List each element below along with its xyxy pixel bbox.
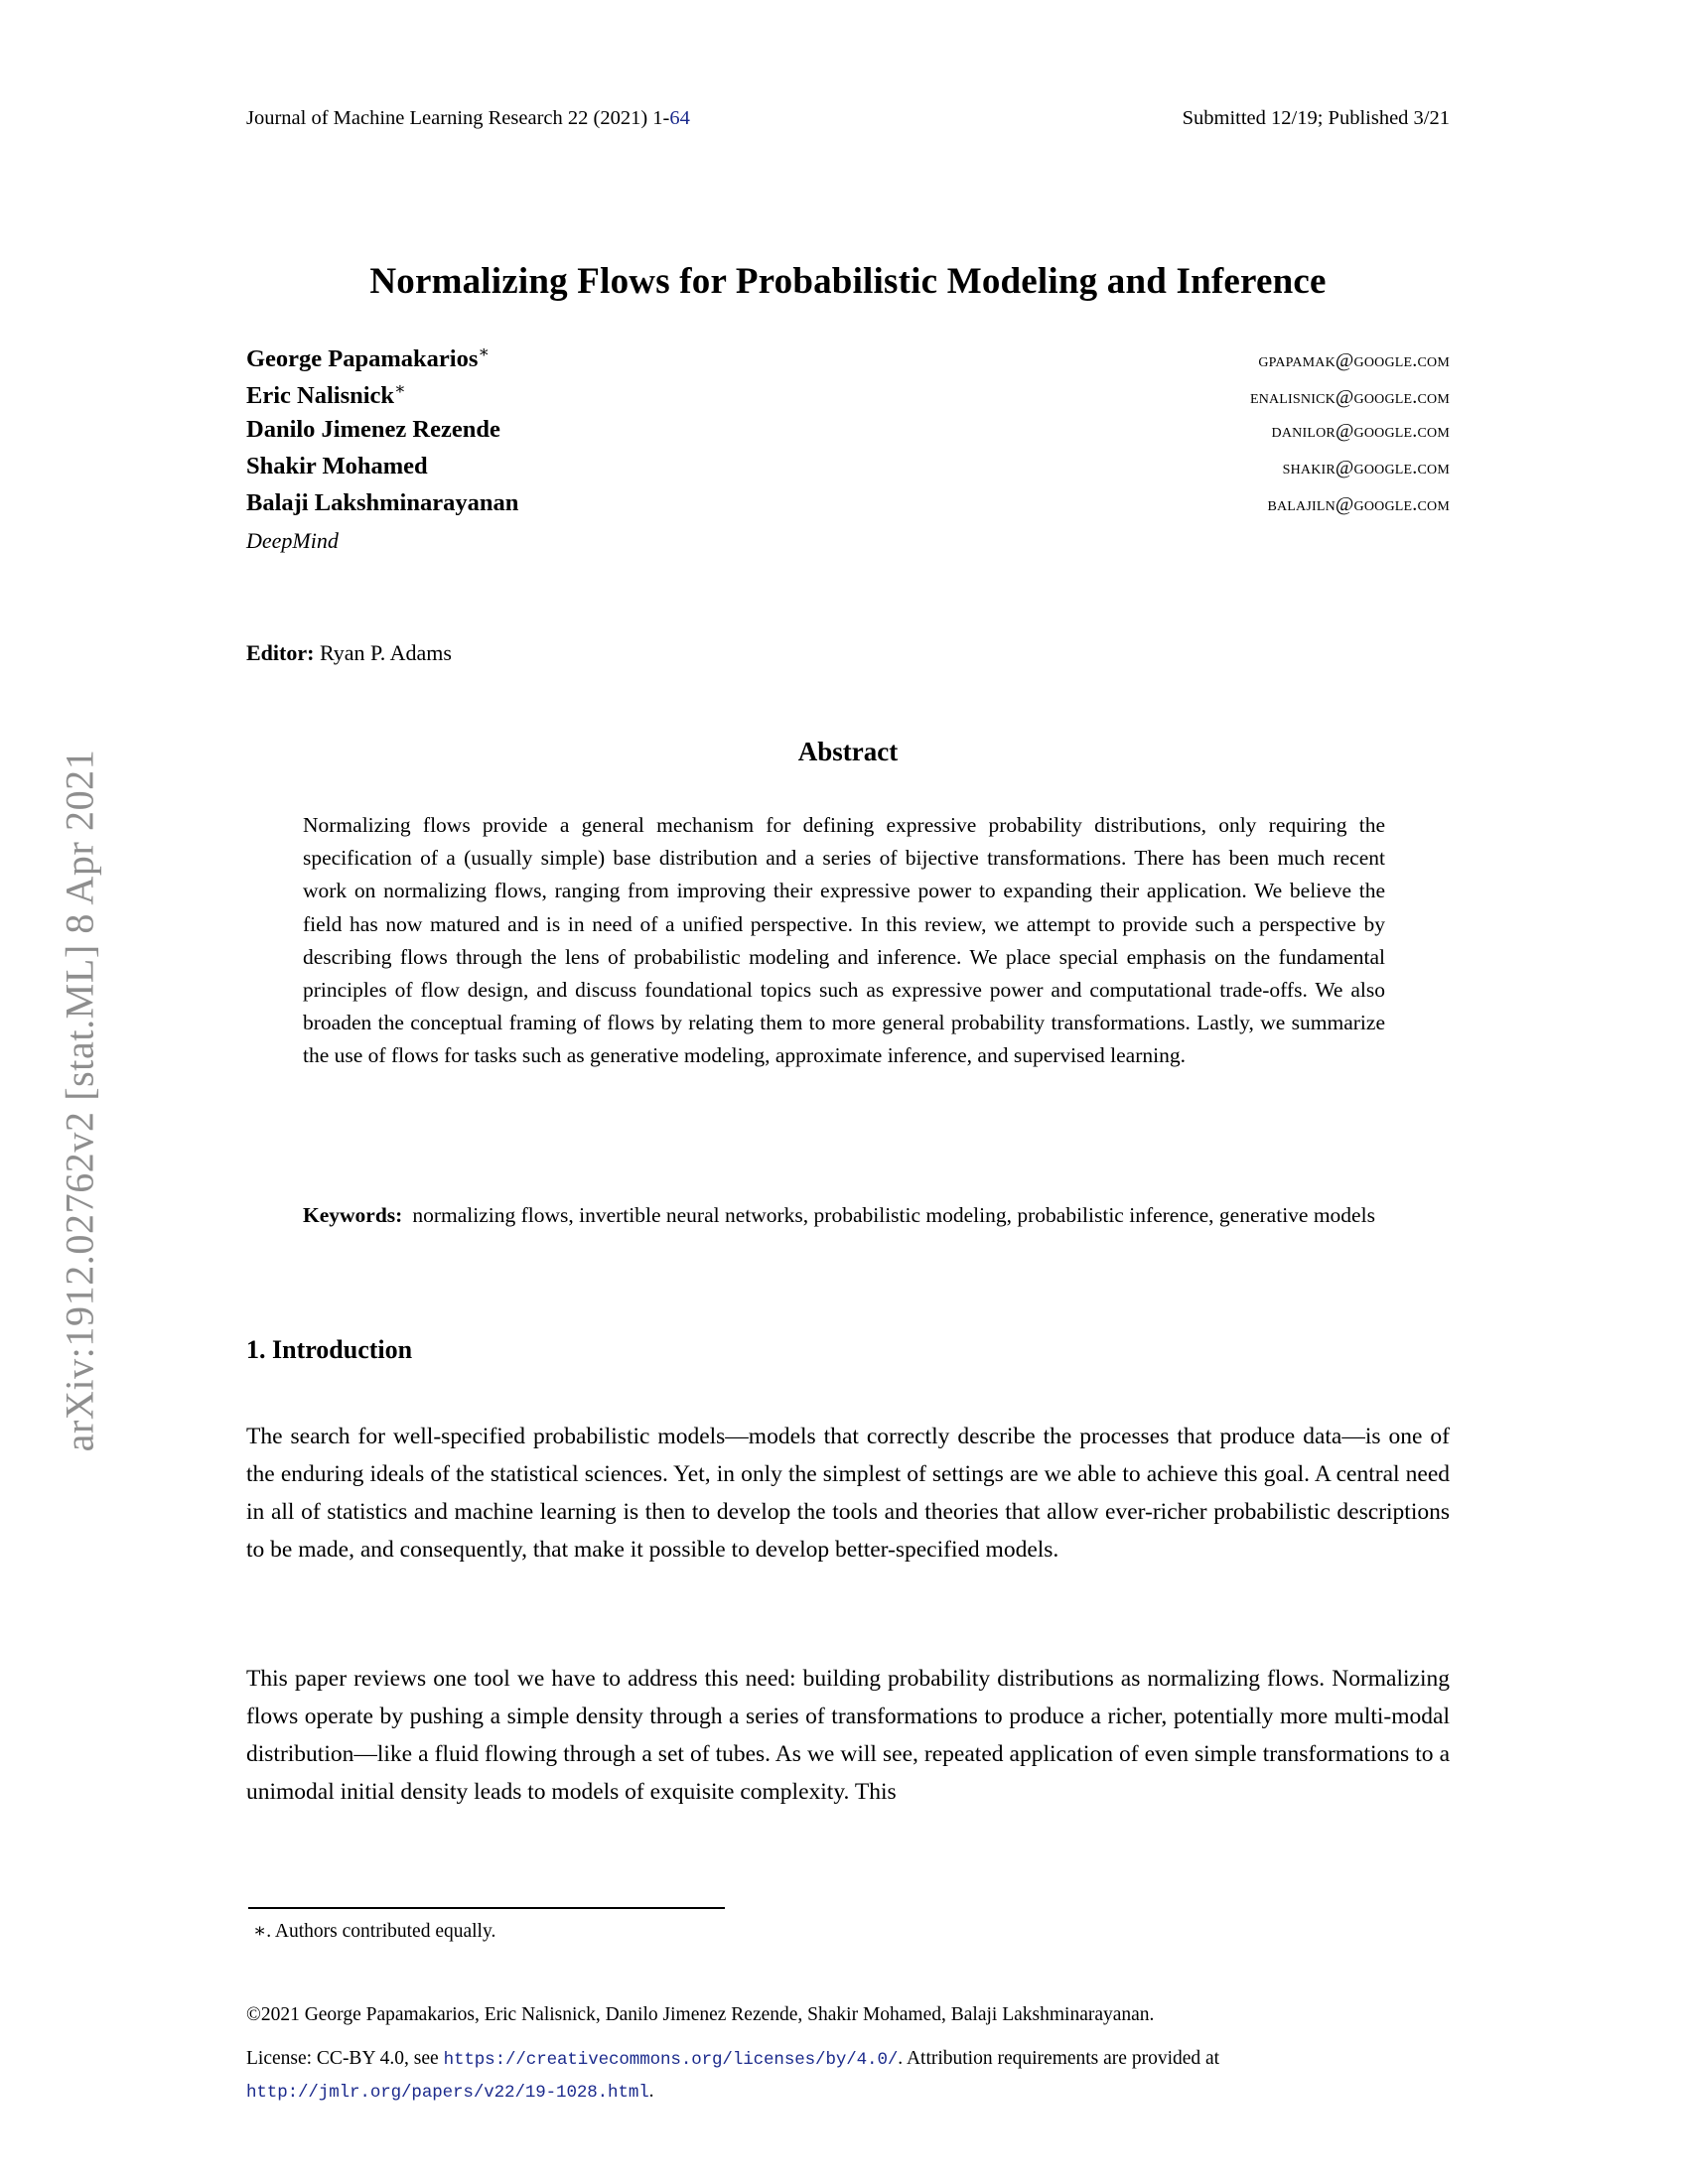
keywords-line [303, 1199, 1385, 1232]
license-mid: . Attribution requirements are provided at [898, 2048, 1220, 2069]
author-name-text: George Papamakarios [246, 345, 479, 373]
footnote-text: ∗. Authors contributed equally. [253, 1921, 496, 1942]
paragraph: This paper reviews one tool we have to address this need: building probability distributions as normalizing flows. Normalizing flows operate by pushing a simple density through a series of transformations to produce a richer, potentially more multi-modal distribution—like a fluid flowing through a set of tubes. As we will see, repeated application of even simple transformations to a unimodal initial density leads to models of exquisite complexity. This [246, 1666, 1450, 1805]
paragraph: The search for well-specified probabilistic models—models that correctly describe the processes that produce data—is one of the enduring ideals of the statistical sciences. Yet, in only the simplest of settings are we able to achieve this goal. A central need in all of statistics and machine learning is then to develop the tools and theories that allow ever-richer probabilistic descriptions to be made, and consequently, that make it possible to develop better-specified models. [246, 1424, 1450, 1563]
page-range-link[interactable]: 64 [669, 107, 690, 129]
journal-reference-text: Journal of Machine Learning Research 22 (2021) 1- [246, 107, 670, 129]
author-email: shakir@google.com [1282, 457, 1450, 478]
author-email: gpapamak@google.com [1258, 349, 1450, 372]
editor-label: Editor: [246, 640, 315, 665]
abstract-text: Normalizing flows provide a general mechanism for defining expressive probability distributions, only requiring the specification of a (usually simple) base distribution and a series of bijective transformations. There has been much recent work on normalizing flows, ranging from improving their expressive power to expanding their application. We believe the field has now matured and is in need of a unified perspective. In this review, we attempt to provide such a perspective by describing flows through the lens of probabilistic modeling and inference. We place special emphasis on the fundamental principles of flow design, and discuss foundational topics such as expressive power and computational trade-offs. We also broaden the conceptual framing of flows by relating them to more general probability transformations. Lastly, we summarize the use of flows for tasks such as generative modeling, approximate inference, and supervised learning. [303, 813, 1385, 1068]
author-name-text: Balaji Lakshminarayanan [246, 489, 519, 516]
keywords-label: Keywords: [303, 1203, 403, 1227]
section-heading-introduction: 1. Introduction [246, 1335, 413, 1364]
author-name-text: Eric Nalisnick [246, 382, 395, 410]
author-name [246, 416, 500, 444]
equal-contribution-marker: ∗ [394, 379, 406, 398]
author-row [246, 453, 1450, 489]
keywords-text: normalizing flows, invertible neural networks, probabilistic modeling, probabilistic inference, generative models [412, 1203, 1375, 1227]
author-email: danilor@google.com [1271, 420, 1450, 442]
author-name-text: Danilo Jimenez Rezende [246, 416, 500, 443]
author-row [246, 416, 1450, 453]
author-name [246, 379, 406, 410]
author-row [246, 379, 1450, 416]
editor-line [246, 640, 452, 666]
editor-name: Ryan P. Adams [319, 640, 452, 665]
author-row [246, 489, 1450, 526]
license-suffix: . [648, 2081, 654, 2102]
author-name-text: Shakir Mohamed [246, 453, 428, 479]
license-url-link[interactable]: https://creativecommons.org/licenses/by/4.0/ [443, 2050, 899, 2070]
running-head [246, 107, 1450, 130]
author-block [246, 342, 1450, 554]
submission-dates: Submitted 12/19; Published 3/21 [1182, 107, 1450, 129]
equal-contribution-marker: ∗ [478, 342, 490, 361]
author-email: enalisnick@google.com [1249, 386, 1450, 409]
author-row [246, 342, 1450, 379]
copyright-line: ©2021 George Papamakarios, Eric Nalisnick, Danilo Jimenez Rezende, Shakir Mohamed, Balaji Lakshminarayanan. [246, 2004, 1155, 2025]
author-name [246, 453, 428, 480]
author-name [246, 489, 518, 517]
page-footer [246, 1999, 1450, 2109]
author-name [246, 342, 490, 373]
journal-reference [246, 107, 690, 130]
abstract-heading: Abstract [797, 737, 899, 766]
footnote-rule [248, 1907, 725, 1909]
arxiv-stamp: arXiv:1912.02762v2 [stat.ML] 8 Apr 2021 [57, 749, 102, 1452]
affiliation: DeepMind [246, 528, 339, 553]
page-title: Normalizing Flows for Probabilistic Modeling and Inference [369, 261, 1327, 302]
license-line [246, 2043, 1450, 2109]
license-prefix: License: CC-BY 4.0, see [246, 2048, 444, 2069]
author-email: balajiln@google.com [1267, 493, 1450, 515]
attribution-url-link[interactable]: http://jmlr.org/papers/v22/19-1028.html [246, 2083, 649, 2103]
